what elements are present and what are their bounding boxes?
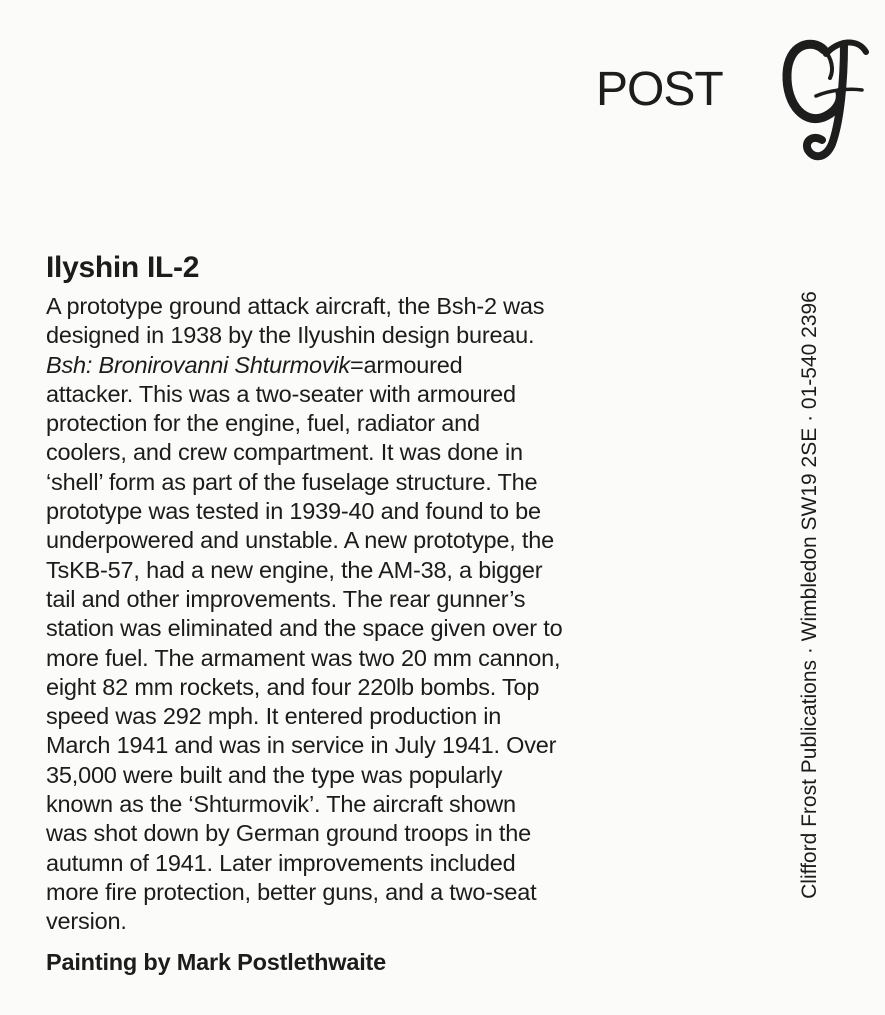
body-line: autumn of 1941. Later improvements included	[46, 849, 516, 876]
body-line: version.	[46, 908, 127, 935]
body-line: more fire protection, better guns, and a two-seat	[46, 878, 537, 905]
body-line: coolers, and crew compartment. It was done in	[46, 439, 523, 466]
body-line: prototype was tested in 1939-40 and found to be	[46, 498, 541, 525]
article-title: Ilyshin IL-2	[46, 251, 200, 284]
body-line: tail and other improvements. The rear gunner’s	[46, 585, 526, 612]
body-line: more fuel. The armament was two 20 mm cannon,	[46, 644, 561, 671]
article	[46, 246, 706, 977]
body-line: known as the ‘Shturmovik’. The aircraft shown	[46, 791, 516, 818]
body-line: TsKB-57, had a new engine, the AM-38, a bigger	[46, 556, 543, 583]
body-line: speed was 292 mph. It entered production in	[46, 703, 502, 730]
publisher-address: Clifford Frost Publications · Wimbledon SW19 2SE · 01-540 2396	[798, 291, 821, 899]
body-line: ‘shell’ form as part of the fuselage structure. The	[46, 468, 538, 495]
body-line: designed in 1938 by the Ilyushin design bureau.	[46, 322, 535, 349]
body-line: attacker. This was a two-seater with armoured	[46, 380, 516, 407]
article-body	[46, 292, 706, 937]
body-line: underpowered and unstable. A new prototype, the	[46, 527, 554, 554]
clifford-frost-cf-monogram-icon	[778, 30, 870, 165]
body-line: station was eliminated and the space given over to	[46, 615, 563, 642]
body-line-fragment: =armoured	[349, 351, 463, 378]
post-label: POST	[596, 63, 723, 116]
body-line	[46, 351, 706, 380]
painting-credit: Painting by Mark Postlethwaite	[46, 948, 387, 975]
body-line: A prototype ground attack aircraft, the Bsh-2 was	[46, 293, 545, 319]
body-line: protection for the engine, fuel, radiator and	[46, 410, 480, 437]
body-line: eight 82 mm rockets, and four 220lb bombs. Top	[46, 673, 540, 700]
body-line: 35,000 were built and the type was popularly	[46, 761, 503, 788]
body-line: March 1941 and was in service in July 1941. Over	[46, 732, 557, 759]
italic-term: Bsh: Bronirovanni Shturmovik	[46, 351, 350, 378]
body-line: was shot down by German ground troops in the	[46, 820, 531, 847]
